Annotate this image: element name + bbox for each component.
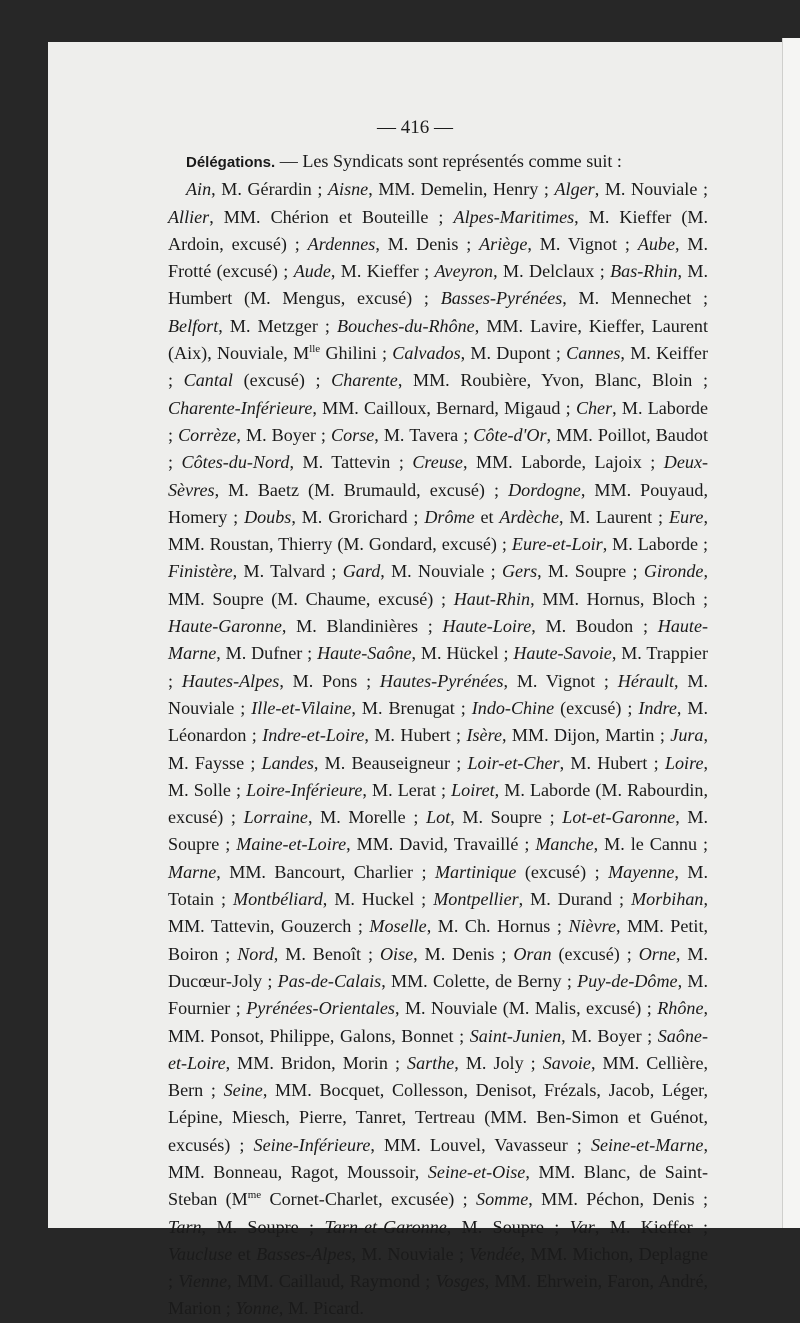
syndicate-name: Cantal xyxy=(183,370,233,391)
delegates: , M. Soupre ; xyxy=(168,807,708,855)
syndicate-name: Côte-d'Or xyxy=(473,424,547,445)
syndicate-name: Finistère xyxy=(168,561,233,582)
delegates: , M. Soupre ; xyxy=(446,1216,570,1237)
syndicate-name: Belfort xyxy=(168,315,219,336)
delegates: et xyxy=(474,506,500,527)
syndicate-name: Seine xyxy=(223,1080,263,1101)
syndicate-name: Bas-Rhin xyxy=(610,261,678,282)
syndicate-name: Vaucluse xyxy=(168,1243,233,1264)
syndicate-name: Nièvre xyxy=(568,916,617,937)
delegates: , M. Morelle ; xyxy=(307,807,427,828)
syndicate-name: Yonne xyxy=(235,1298,279,1319)
syndicate-name: Basses-Pyrénées xyxy=(440,288,563,309)
syndicate-name: Pyrénées-Orientales xyxy=(246,998,395,1019)
delegates: , M. Solle ; xyxy=(168,752,709,800)
delegates: et xyxy=(232,1243,257,1264)
syndicate-name: Haute-Marne xyxy=(168,616,708,664)
syndicate-name: Indre xyxy=(638,697,677,718)
syndicate-name: Cher xyxy=(575,397,613,418)
syndicate-name: Saint-Junien xyxy=(469,1025,562,1046)
delegates: , M. Hubert ; xyxy=(559,752,665,773)
syndicate-name: Jura xyxy=(670,725,704,746)
syndicate-name: Loir-et-Cher xyxy=(467,752,560,773)
syndicate-name: Morbihan xyxy=(631,889,704,910)
delegates: , M. Vignot ; xyxy=(527,233,638,254)
delegates: , MM. Roustan, Thierry (M. Gondard, excusé) ; xyxy=(168,506,708,555)
syndicate-name: Somme xyxy=(476,1189,529,1210)
syndicate-name: Lot-et-Garonne xyxy=(562,807,676,828)
delegates: , M. Beauseigneur ; xyxy=(313,752,468,773)
syndicate-name: Seine-et-Oise xyxy=(427,1161,526,1182)
syndicate-name: Alpes-Maritimes xyxy=(453,206,575,227)
delegates: , M. Léonardon ; xyxy=(168,697,708,746)
delegates: , M. Tattevin ; xyxy=(289,452,413,473)
syndicate-name: Vendée xyxy=(469,1243,521,1264)
syndicate-name: Lorraine xyxy=(243,807,308,828)
syndicate-name: Hautes-Pyrénées xyxy=(379,670,504,691)
syndicate-name: Loire xyxy=(664,752,704,773)
delegates: , M. Boudon ; xyxy=(531,616,658,637)
delegates: , M. Denis ; xyxy=(375,233,480,254)
syndicate-name: Indre-et-Loire xyxy=(262,725,365,746)
syndicate-name: Saône-et-Loire xyxy=(168,1025,708,1073)
delegates: , M. Dufner ; xyxy=(216,643,318,664)
syndicate-name: Pas-de-Calais xyxy=(277,970,382,991)
delegates: , MM. Bonneau, Ragot, Moussoir, xyxy=(168,1134,708,1182)
delegates: , MM. Chérion et Bouteille ; xyxy=(209,206,454,227)
syndicate-name: Charente-Inférieure xyxy=(168,397,313,418)
syndicate-name: Moselle xyxy=(369,916,427,937)
syndicate-name: Martinique xyxy=(434,861,517,882)
delegates: , MM. Louvel, Vavasseur ; xyxy=(370,1134,591,1155)
syndicate-name: Eure xyxy=(668,506,704,527)
delegates: Ghilini ; xyxy=(320,343,393,364)
syndicate-name: Landes xyxy=(261,752,314,773)
delegates: , M. Nouviale ; xyxy=(351,1243,470,1264)
delegates: , M. Soupre ; xyxy=(201,1216,325,1237)
delegates: , M. Humbert (M. Mengus, excusé) ; xyxy=(168,261,708,309)
syndicate-name: Maine-et-Loire xyxy=(236,834,347,855)
delegates: (excusé) ; xyxy=(516,861,609,882)
delegates: , MM. Cailloux, Bernard, Migaud ; xyxy=(312,397,576,418)
delegates: , M. Keiffer ; xyxy=(168,343,708,391)
syndicate-name: Charente xyxy=(331,370,398,391)
delegates: , M. Laborde ; xyxy=(168,397,708,445)
delegates: , MM. Petit, Boiron ; xyxy=(168,916,709,964)
delegates: Cornet-Charlet, excusée) ; xyxy=(261,1189,477,1210)
delegates: , M. Ducœur-Joly ; xyxy=(168,943,708,991)
syndicate-name: Dordogne xyxy=(508,479,581,500)
delegates: , M. Metzger ; xyxy=(218,315,338,336)
delegates: , M. le Cannu ; xyxy=(593,834,708,855)
syndicate-name: Haute-Savoie xyxy=(513,643,612,664)
delegates: , M. Durand ; xyxy=(518,889,632,910)
delegates: , M. Grorichard ; xyxy=(291,506,425,527)
syndicate-name: Calvados xyxy=(392,343,461,364)
delegates: , MM. Bridon, Morin ; xyxy=(225,1052,408,1073)
delegates: , M. Gérardin ; xyxy=(211,179,328,200)
syndicate-name: Gironde xyxy=(643,561,704,582)
syndicate-name: Creuse xyxy=(412,452,463,473)
syndicate-name: Loiret xyxy=(451,779,495,800)
syndicate-name: Sarthe xyxy=(407,1052,455,1073)
delegates: , M. Denis ; xyxy=(413,943,514,964)
syndicate-name: Loire-Inférieure xyxy=(246,779,363,800)
delegates: , M. Boyer ; xyxy=(561,1025,658,1046)
syndicate-name: Manche xyxy=(535,834,594,855)
delegates: , MM. Blanc, de Saint-Steban (M xyxy=(168,1161,709,1210)
next-page-edge xyxy=(782,38,800,1228)
delegates: , M. Kieffer (M. Ardoin, excusé) ; xyxy=(168,206,709,254)
title-superscript: me xyxy=(247,1189,262,1202)
syndicate-name: Drôme xyxy=(424,506,475,527)
delegates: , M. Brenugat ; xyxy=(351,697,472,718)
delegates: , M. Nouviale ; xyxy=(168,670,708,718)
intro-text: — Les Syndicats sont représentés comme suit : xyxy=(279,151,622,171)
delegates: , M. Baetz (M. Brumauld, excusé) ; xyxy=(214,479,509,500)
delegates: , MM. Ponsot, Philippe, Galons, Bonnet ; xyxy=(168,998,709,1046)
syndicate-name: Vienne xyxy=(178,1271,228,1292)
delegates: , M. Soupre ; xyxy=(450,807,563,828)
syndicate-name: Tarn-et-Garonne xyxy=(324,1216,447,1237)
delegates: , M. Totain ; xyxy=(168,861,708,910)
syndicate-name: Ardèche xyxy=(499,506,560,527)
syndicate-name: Montbéliard xyxy=(233,889,323,910)
syndicate-name: Corrèze xyxy=(178,424,237,445)
syndicate-name: Ariège xyxy=(479,233,528,254)
delegates: , MM. Soupre (M. Chaume, excusé) ; xyxy=(168,561,708,609)
delegates: , MM. Poillot, Baudot ; xyxy=(168,424,708,473)
delegates: , MM. Pouyaud, Homery ; xyxy=(168,479,709,527)
syndicate-name: Seine-et-Marne xyxy=(590,1134,704,1155)
syndicate-name: Hérault xyxy=(617,670,675,691)
syndicate-name: Bouches-du-Rhône xyxy=(337,315,475,336)
syndicate-name: Deux-Sèvres xyxy=(168,452,708,500)
syndicate-name: Isère xyxy=(466,725,502,746)
delegates: , M. Pons ; xyxy=(279,670,380,691)
delegates: , MM. Péchon, Denis ; xyxy=(528,1189,708,1210)
title-superscript: lle xyxy=(309,343,321,356)
delegates: , MM. Bocquet, Collesson, Denisot, Frézals, Jacob, Léger, Lépine, Miesch, Pierre, Tanret, Tertreau (MM. Ben-Simon et Guénot, excusés) ; xyxy=(168,1080,708,1155)
delegates: , M. Talvard ; xyxy=(232,561,343,582)
syndicate-name: Corse xyxy=(331,424,375,445)
syndicate-name: Aude xyxy=(293,261,331,282)
delegates: , M. Nouviale ; xyxy=(594,179,708,200)
delegates: , M. Faysse ; xyxy=(168,725,708,773)
syndicate-name: Montpellier xyxy=(433,889,519,910)
delegates: , MM. Demelin, Henry ; xyxy=(368,179,555,200)
syndicate-name: Aveyron xyxy=(434,261,494,282)
delegates: , M. Joly ; xyxy=(454,1052,543,1073)
syndicate-name: Marne xyxy=(168,861,217,882)
delegates: , M. Soupre ; xyxy=(537,561,644,582)
delegates: , M. Dupont ; xyxy=(460,343,567,364)
delegates: (excusé) ; xyxy=(551,943,639,964)
delegates: , M. Blandinières ; xyxy=(281,616,443,637)
delegates: , MM. Dijon, Martin ; xyxy=(501,725,671,746)
delegates: , MM. Michon, Deplagne ; xyxy=(168,1243,708,1292)
delegates: , M. Lerat ; xyxy=(362,779,452,800)
page-number: — 416 — xyxy=(377,117,453,138)
delegates: , M. Frotté (excusé) ; xyxy=(168,233,708,282)
syndicate-name: Gers xyxy=(501,561,538,582)
syndicate-name: Eure-et-Loir xyxy=(511,534,603,555)
delegates: , M. Laurent ; xyxy=(559,506,669,527)
syndicate-name: Ille-et-Vilaine xyxy=(251,697,352,718)
delegates: , M. Tavera ; xyxy=(374,424,474,445)
syndicate-name: Savoie xyxy=(542,1052,591,1073)
delegates: , M. Hubert ; xyxy=(364,725,467,746)
syndicate-name: Puy-de-Dôme xyxy=(577,970,678,991)
delegates: , MM. Roubière, Yvon, Blanc, Bloin ; xyxy=(397,370,708,391)
syndicate-name: Gard xyxy=(342,561,381,582)
delegates: , M. Nouviale (M. Malis, excusé) ; xyxy=(394,998,658,1019)
delegates: , M. Trappier ; xyxy=(168,643,708,691)
syndicate-name: Côtes-du-Nord xyxy=(181,452,290,473)
delegates: (excusé) ; xyxy=(232,370,332,391)
syndicate-name: Var xyxy=(569,1216,595,1237)
syndicate-name: Nord xyxy=(237,943,274,964)
syndicate-name: Doubs xyxy=(244,506,292,527)
syndicate-name: Aisne xyxy=(328,179,369,200)
delegates: , MM. Tattevin, Gouzerch ; xyxy=(168,889,708,937)
delegations-list xyxy=(168,176,708,1322)
syndicate-name: Ain xyxy=(186,179,212,200)
delegates: , MM. David, Travaillé ; xyxy=(346,834,536,855)
syndicate-name: Seine-Inférieure xyxy=(253,1134,371,1155)
delegates: , M. Laborde ; xyxy=(602,534,709,555)
syndicate-name: Oise xyxy=(379,943,414,964)
syndicate-name: Mayenne xyxy=(608,861,675,882)
delegates: , MM. Caillaud, Raymond ; xyxy=(227,1271,436,1292)
delegations-text xyxy=(168,148,708,1323)
delegates: , M. Vignot ; xyxy=(503,670,618,691)
delegates: , M. Hückel ; xyxy=(411,643,514,664)
syndicate-name: Ardennes xyxy=(307,233,376,254)
syndicate-name: Oran xyxy=(513,943,552,964)
delegates: , MM. Laborde, Lajoix ; xyxy=(462,452,664,473)
delegates: , MM. Hornus, Bloch ; xyxy=(530,588,708,609)
intro-line xyxy=(168,148,708,176)
section-title: Délégations. xyxy=(186,154,276,171)
syndicate-name: Haute-Garonne xyxy=(168,616,282,637)
syndicate-name: Cannes xyxy=(566,343,621,364)
syndicate-name: Haute-Loire xyxy=(442,616,532,637)
syndicate-name: Aube xyxy=(637,233,675,254)
delegates: , MM. Ehrwein, Faron, André, Marion ; xyxy=(168,1271,708,1319)
syndicate-name: Hautes-Alpes xyxy=(181,670,280,691)
delegates: (excusé) ; xyxy=(554,697,639,718)
syndicate-name: Lot xyxy=(426,807,451,828)
syndicate-name: Alger xyxy=(554,179,595,200)
delegates: , M. Delclaux ; xyxy=(493,261,611,282)
syndicate-name: Haute-Saône xyxy=(317,643,412,664)
delegates: , MM. Colette, de Berny ; xyxy=(381,970,578,991)
delegates: , M. Benoît ; xyxy=(273,943,380,964)
delegates: , M. Fournier ; xyxy=(168,970,708,1019)
delegates: , MM. Bancourt, Charlier ; xyxy=(216,861,435,882)
syndicate-name: Allier xyxy=(168,206,210,227)
delegates: , M. Laborde (M. Rabourdin, excusé) ; xyxy=(168,779,708,828)
syndicate-name: Orne xyxy=(638,943,676,964)
delegates: , M. Kieffer ; xyxy=(594,1216,709,1237)
syndicate-name: Rhône xyxy=(657,998,704,1019)
syndicate-name: Vosges xyxy=(435,1271,485,1292)
syndicate-name: Tarn xyxy=(168,1216,202,1237)
delegates: , MM. Lavire, Kieffer, Laurent (Aix), Nouviale, M xyxy=(168,315,708,364)
delegates: , MM. Cellière, Bern ; xyxy=(168,1052,709,1101)
delegates: , M. Huckel ; xyxy=(322,889,434,910)
delegates: , M. Kieffer ; xyxy=(330,261,435,282)
delegates: , M. Nouviale ; xyxy=(380,561,502,582)
syndicate-name: Basses-Alpes xyxy=(256,1243,352,1264)
delegates: , M. Picard. xyxy=(278,1298,364,1319)
delegates: , M. Ch. Hornus ; xyxy=(426,916,569,937)
delegates: , M. Boyer ; xyxy=(236,424,332,445)
syndicate-name: Indo-Chine xyxy=(471,697,555,718)
delegates: , M. Mennechet ; xyxy=(562,288,708,309)
syndicate-name: Haut-Rhin xyxy=(453,588,531,609)
